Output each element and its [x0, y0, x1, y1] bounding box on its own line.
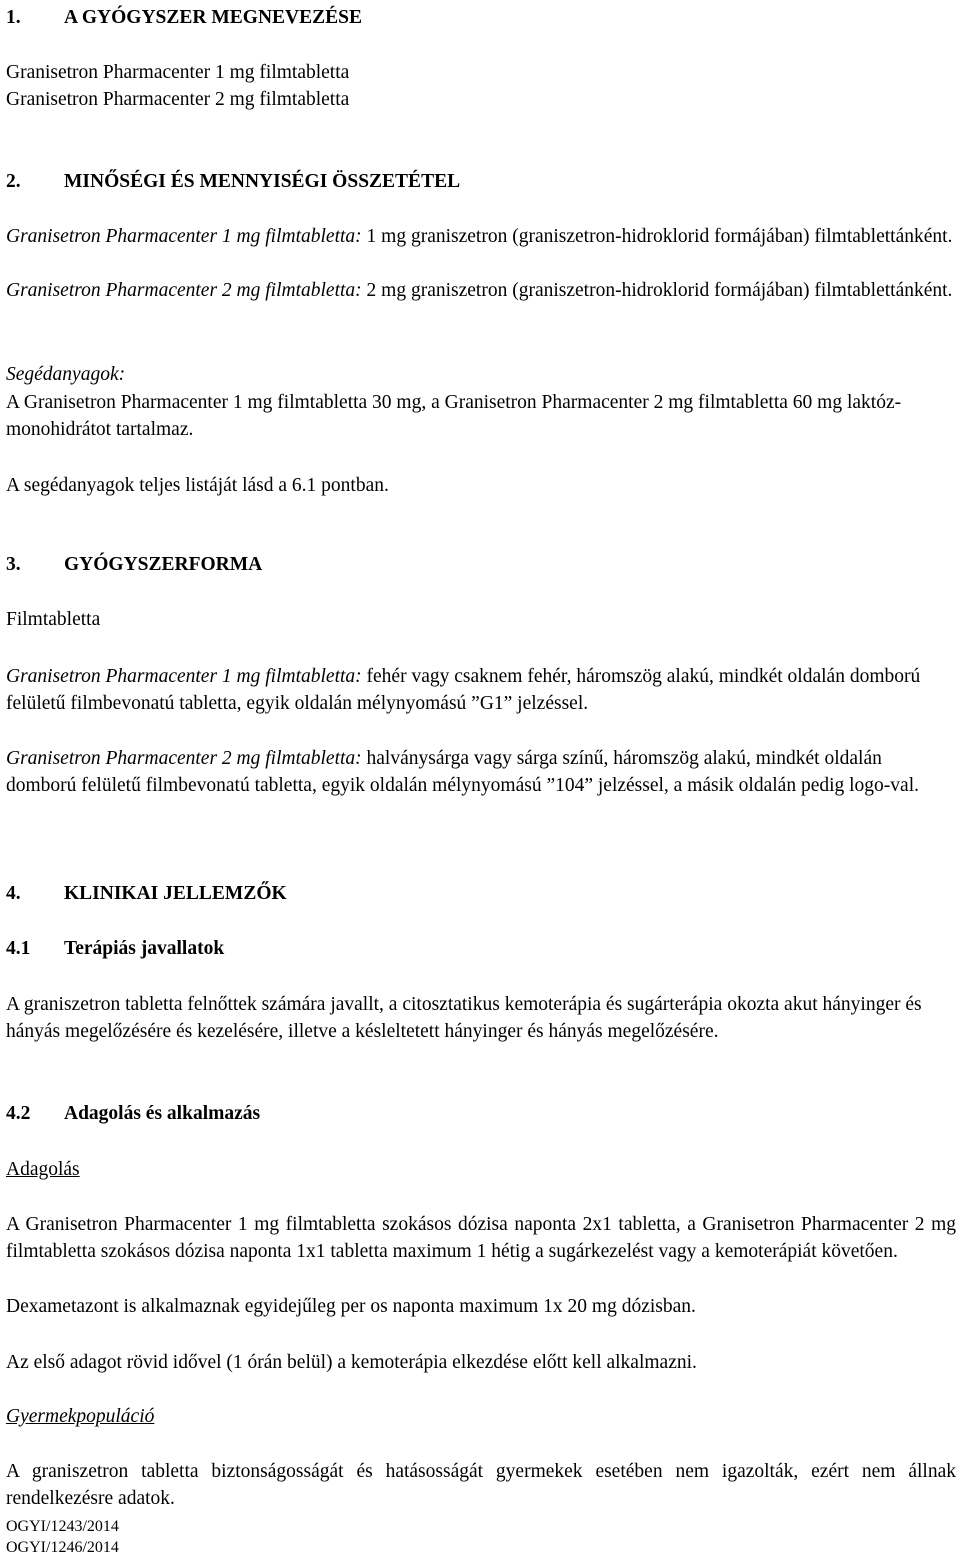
section-title: A GYÓGYSZER MEGNEVEZÉSE	[64, 7, 362, 28]
subsection-4-1-heading	[6, 935, 956, 962]
subsection-title: Terápiás javallatok	[64, 938, 225, 959]
section-number: 1.	[6, 7, 21, 28]
product-name-2: Granisetron Pharmacenter 2 mg filmtabletta	[6, 89, 350, 110]
first-dose-text: Az első adagot rövid idővel (1 órán belül) a kemoterápia elkezdése előtt kell alkalmazni.	[6, 1352, 697, 1373]
composition-2mg	[6, 277, 956, 304]
product-label-italic: Granisetron Pharmacenter 1 mg filmtabletta:	[6, 226, 362, 247]
section-title: KLINIKAI JELLEMZŐK	[64, 883, 287, 904]
composition-1mg	[6, 223, 956, 250]
product-label-italic: Granisetron Pharmacenter 2 mg filmtabletta:	[6, 748, 362, 769]
dosage-text: A Granisetron Pharmacenter 1 mg filmtabletta szokásos dózisa naponta 2x1 tabletta, a Granisetron Pharmacenter 2 mg filmtabletta szokásos dózisa naponta 1x1 tabletta maximum 1 hétig a sugárkezelést vagy a kemoterápiát követően.	[6, 1214, 956, 1262]
section-title: GYÓGYSZERFORMA	[64, 554, 263, 575]
subsection-4-2-heading	[6, 1100, 956, 1127]
product-name-1: Granisetron Pharmacenter 1 mg filmtabletta	[6, 62, 350, 83]
section-2-heading	[6, 168, 956, 195]
section-number: 2.	[6, 171, 21, 192]
section-3-heading	[6, 551, 956, 578]
pediatric-subheading: Gyermekpopuláció	[6, 1406, 155, 1427]
subsection-number: 4.2	[6, 1103, 31, 1124]
description-2mg	[6, 745, 956, 799]
excipients-reference: A segédanyagok teljes listáját lásd a 6.1 pontban.	[6, 475, 389, 496]
subsection-number: 4.1	[6, 938, 31, 959]
dosage-form: Filmtabletta	[6, 609, 101, 630]
indications-text: A graniszetron tabletta felnőttek számára javallt, a citosztatikus kemoterápia és sugárterápia okozta akut hányinger és hányás megelőzésére és kezelésére, illetve a késleltetett hányinger és hányás megelőzésére.	[6, 994, 922, 1042]
dexamethasone-text: Dexametazont is alkalmaznak egyidejűleg per os naponta maximum 1x 20 mg dózisban.	[6, 1296, 696, 1317]
footer-reference-2: OGYI/1246/2014	[6, 1539, 119, 1556]
pediatric-text: A graniszetron tabletta biztonságosságát és hatásosságát gyermekek esetében nem igazolták, ezért nem állnak rendelkezésre adatok.	[6, 1461, 956, 1509]
subsection-title: Adagolás és alkalmazás	[64, 1103, 261, 1124]
product-label-italic: Granisetron Pharmacenter 2 mg filmtabletta:	[6, 280, 362, 301]
section-number: 3.	[6, 554, 21, 575]
composition-text: 2 mg graniszetron (graniszetron-hidroklorid formájában) filmtablettánként.	[361, 280, 953, 301]
dosage-subheading: Adagolás	[6, 1159, 80, 1180]
section-1-heading	[6, 4, 956, 31]
footer-reference-1: OGYI/1243/2014	[6, 1518, 119, 1535]
description-1mg	[6, 663, 956, 717]
excipients-label: Segédanyagok:	[6, 364, 126, 385]
description-text: fehér vagy csaknem fehér, háromszög alakú, mindkét oldalán domború felületű filmbevonatú tabletta, egyik oldalán mélynyomású ”G1” jelzéssel.	[6, 666, 921, 714]
excipients-text: A Granisetron Pharmacenter 1 mg filmtabletta 30 mg, a Granisetron Pharmacenter 2 mg filmtabletta 60 mg laktóz-monohidrátot tartalmaz.	[6, 392, 902, 440]
product-label-italic: Granisetron Pharmacenter 1 mg filmtabletta:	[6, 666, 362, 687]
section-number: 4.	[6, 883, 21, 904]
section-title: MINŐSÉGI ÉS MENNYISÉGI ÖSSZETÉTEL	[64, 171, 461, 192]
section-4-heading	[6, 880, 956, 907]
description-text: halványsárga vagy sárga színű, háromszög alakú, mindkét oldalán domború felületű filmbevonatú tabletta, egyik oldalán mélynyomású ”104” jelzéssel, a másik oldalán pedig logo-val.	[6, 748, 919, 796]
composition-text: 1 mg graniszetron (graniszetron-hidroklorid formájában) filmtablettánként.	[361, 226, 953, 247]
